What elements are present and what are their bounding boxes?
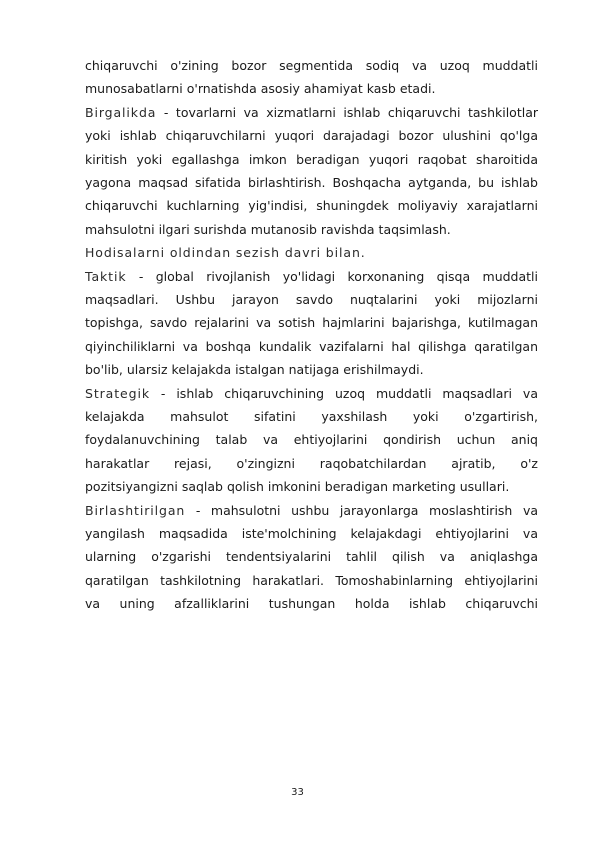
text-line [85,362,538,378]
line-text: maqsadlari. Ushbu jarayon savdo nuqtalarini yoki mijozlarni [85,292,538,307]
line-text: qiyinchiliklarni va boshqa kundalik vazifalarni hal qilishga qaratilgan [85,338,538,354]
text-line [85,175,538,191]
text-line [85,198,538,214]
text-line [85,479,538,495]
line-text: kiritish yoki egallashga imkon beradigan yuqori raqobat sharoitida [85,151,538,167]
line-text: - global rivojlanish yo'lidagi korxonaning qisqa muddatli [126,268,538,284]
text-line [85,81,538,97]
line-text: topishga, savdo rejalarini va sotish hajmlarini bajarishga, kutilmagan [85,315,538,331]
term-label: Taktik [85,268,127,284]
text-line [85,245,538,261]
text-line [85,432,538,448]
line-text: munosabatlarni o'rnatishda asosiy ahamiyat kasb etadi. [85,81,436,97]
text-line [85,292,538,308]
line-text: mahsulotni ilgari surishda mutanosib ravishda taqsimlash. [85,221,451,237]
term-label: Strategik [85,385,150,401]
text-line [85,526,538,542]
line-text: - ishlab chiqaruvchining uzoq muddatli maqsadlari va [149,385,538,401]
line-text: kelajakda mahsulot sifatini yaxshilash yoki o'zgartirish, [85,409,538,424]
line-text: yoki ishlab chiqaruvchilarni yuqori darajadagi bozor ulushini qo'lga [85,128,538,144]
line-text: yangilash maqsadida iste'molchining kelajakdagi ehtiyojlarini va [85,526,538,541]
line-text: foydalanuvchining talab va ehtiyojlarini qondirish uchun aniq [85,432,538,448]
text-line [85,58,538,74]
text-line [85,105,538,121]
line-text: - tovarlarni va xizmatlarni ishlab chiqaruvchi tashkilotlar [156,104,538,120]
line-text: harakatlar rejasi, o'zingizni raqobatchilardan ajratib, o'z [85,455,538,471]
text-line [85,315,538,331]
term-label: Hodisalarni oldindan sezish davri bilan. [85,245,366,261]
line-text: bo'lib, ularsiz kelajakda istalgan natijaga erishilmaydi. [85,362,424,378]
line-text: yagona maqsad sifatida birlashtirish. Boshqacha aytganda, bu ishlab [85,175,538,190]
text-line [85,409,538,425]
line-text: - mahsulotni ushbu jarayonlarga moslashtirish va [185,502,538,518]
text-line [85,503,538,519]
line-text: chiqaruvchi o'zining bozor segmentida sodiq va uzoq muddatli [85,58,538,73]
text-line [85,222,538,238]
text-line [85,339,538,355]
text-line [85,456,538,472]
text-line [85,596,538,612]
text-line [85,269,538,285]
text-line [85,573,538,589]
line-text: qaratilgan tashkilotning harakatlari. Tomoshabinlarning ehtiyojlarini [85,572,538,588]
text-line [85,386,538,402]
text-line [85,549,538,565]
line-text: va uning afzalliklarini tushungan holda ishlab chiqaruvchi [85,596,538,612]
line-text: pozitsiyangizni saqlab qolish imkonini beradigan marketing usullari. [85,479,510,495]
line-text: chiqaruvchi kuchlarning yig'indisi, shuningdek moliyaviy xarajatlarni [85,198,538,214]
page-number: 33 [291,787,304,798]
term-label: Birlashtirilgan [85,502,186,518]
line-text: ularning o'zgarishi tendentsiyalarini tahlil qilish va aniqlashga [85,549,538,565]
term-label: Birgalikda [85,104,157,120]
text-line [85,128,538,144]
text-line [85,152,538,168]
